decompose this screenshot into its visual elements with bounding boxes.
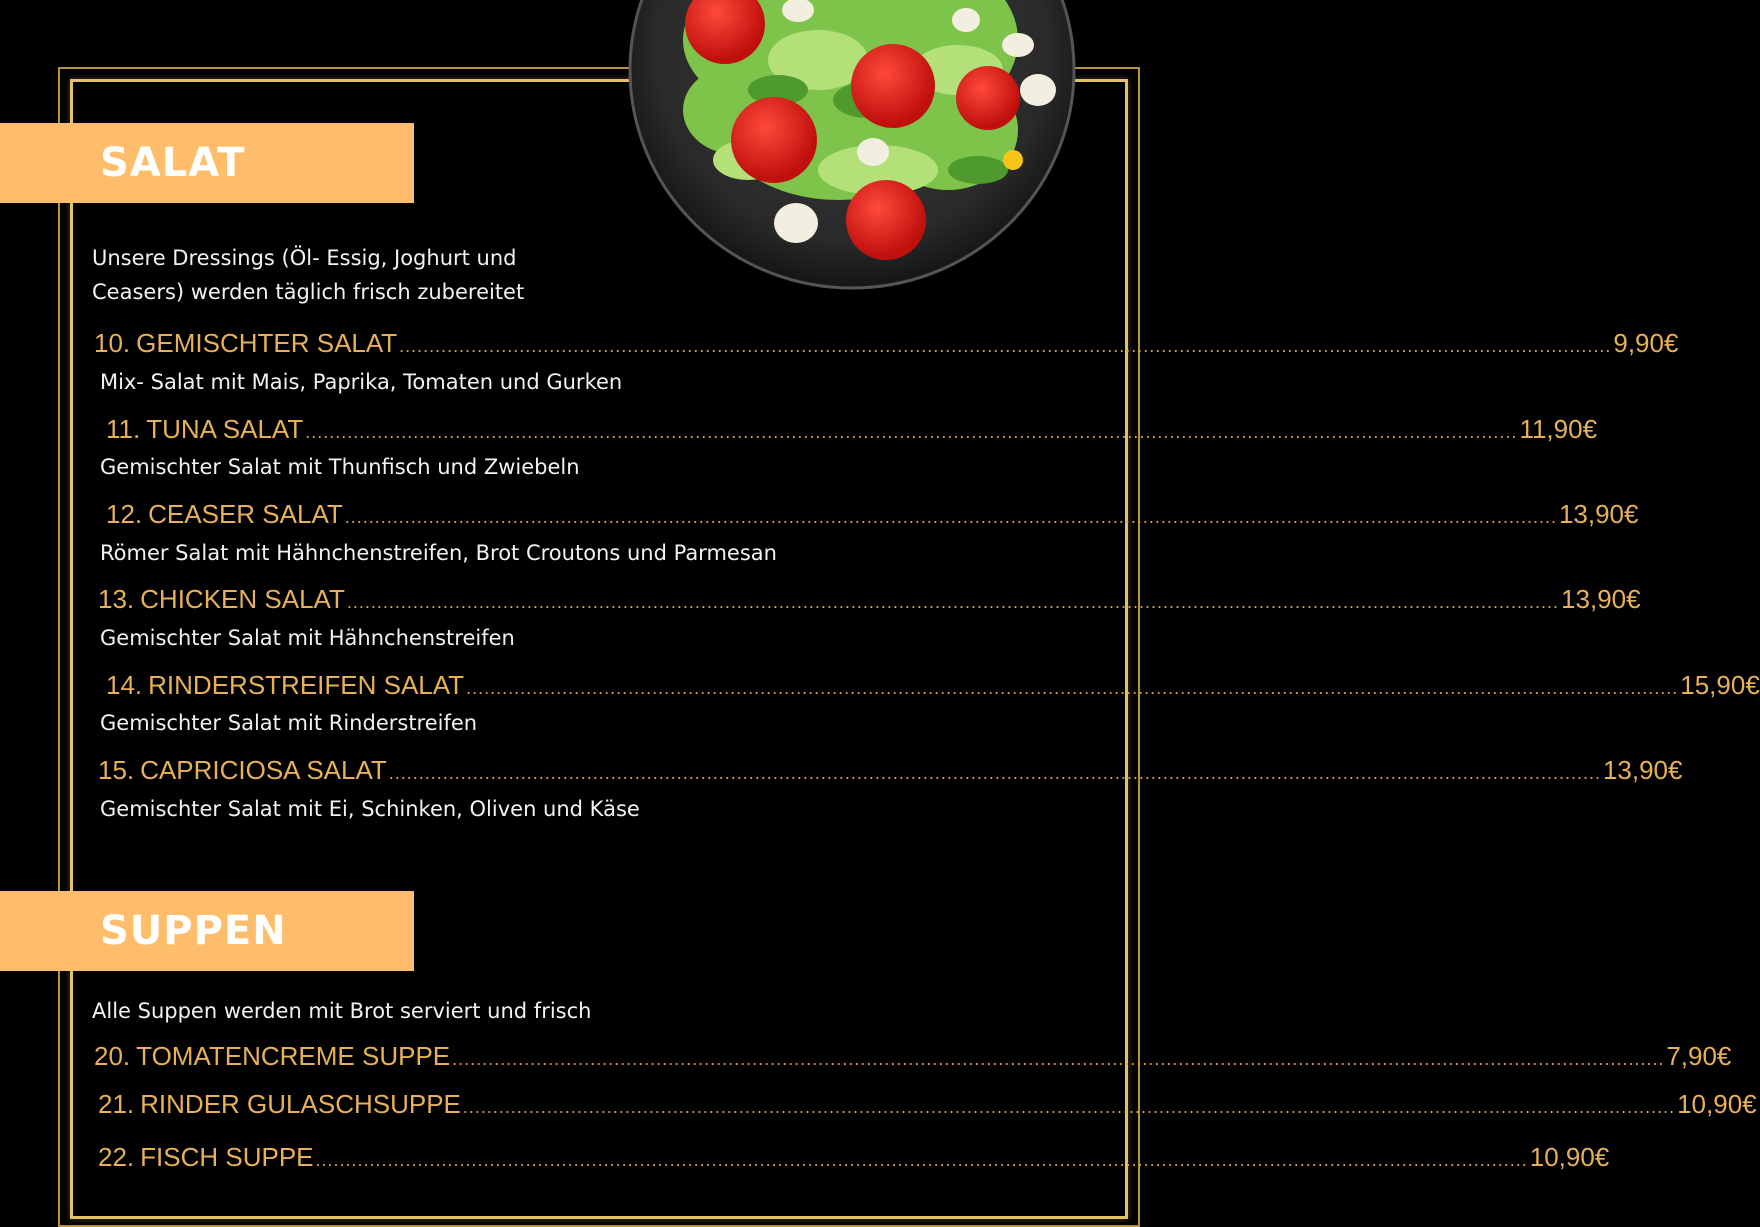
- item-price: 9,90€: [1613, 328, 1679, 358]
- item-name: CHICKEN SALAT: [140, 584, 345, 614]
- item-description: Mix- Salat mit Mais, Paprika, Tomaten und Gurken: [100, 370, 623, 394]
- menu-item: [98, 1142, 1610, 1173]
- item-price: 11,90€: [1519, 414, 1598, 444]
- menu-item: [98, 1089, 1757, 1120]
- menu-item: [94, 1041, 1732, 1072]
- item-name: TUNA SALAT: [146, 414, 304, 444]
- menu-item: [94, 328, 1679, 359]
- item-description: Gemischter Salat mit Hähnchenstreifen: [100, 626, 515, 650]
- item-number: 22.: [98, 1142, 135, 1172]
- item-number: 13.: [98, 584, 135, 614]
- item-price: 15,90€: [1680, 670, 1760, 700]
- item-number: 10.: [94, 328, 131, 358]
- dot-leader: ..........................................................................................................................................................................................................: [399, 336, 1612, 356]
- dot-leader: ..........................................................................................................................................................................................................: [346, 592, 1560, 612]
- menu-item: [98, 755, 1683, 786]
- suppen-note: Alle Suppen werden mit Brot serviert und frisch: [92, 999, 592, 1023]
- item-name: RINDERSTREIFEN SALAT: [148, 670, 465, 700]
- item-price: 7,90€: [1666, 1041, 1732, 1071]
- item-description: Gemischter Salat mit Thunfisch und Zwiebeln: [100, 455, 580, 479]
- menu-item: [106, 670, 1760, 701]
- item-price: 13,90€: [1602, 755, 1683, 785]
- item-number: 12.: [106, 499, 143, 529]
- item-description: Römer Salat mit Hähnchenstreifen, Brot Croutons und Parmesan: [100, 541, 777, 565]
- dot-leader: ..........................................................................................................................................................................................................: [315, 1150, 1528, 1170]
- item-number: 15.: [98, 755, 135, 785]
- suppen-heading-bar: [0, 891, 414, 971]
- salat-heading-bar: [0, 123, 414, 203]
- dot-leader: ..........................................................................................................................................................................................................: [466, 678, 1679, 698]
- dot-leader: ..........................................................................................................................................................................................................: [462, 1097, 1676, 1117]
- item-name: CAPRICIOSA SALAT: [140, 755, 387, 785]
- salad-plate-image: [628, 0, 1076, 290]
- salat-note: [92, 241, 524, 309]
- dot-leader: ..........................................................................................................................................................................................................: [305, 422, 1518, 442]
- dot-leader: ..........................................................................................................................................................................................................: [452, 1049, 1665, 1069]
- item-name: RINDER GULASCHSUPPE: [140, 1089, 461, 1119]
- item-number: 14.: [106, 670, 143, 700]
- item-name: FISCH SUPPE: [140, 1142, 314, 1172]
- item-name: CEASER SALAT: [148, 499, 343, 529]
- item-price: 10,90€: [1529, 1142, 1610, 1172]
- item-price: 10,90€: [1677, 1089, 1757, 1119]
- salat-note-line-1: Unsere Dressings (Öl- Essig, Joghurt und: [92, 246, 517, 270]
- item-price: 13,90€: [1561, 584, 1641, 614]
- suppen-heading: SUPPEN: [100, 908, 287, 954]
- dot-leader: ..........................................................................................................................................................................................................: [344, 507, 1557, 527]
- menu-item: [106, 499, 1639, 530]
- item-number: 11.: [106, 414, 141, 444]
- dot-leader: ..........................................................................................................................................................................................................: [388, 763, 1601, 783]
- salat-note-line-2: Ceasers) werden täglich frisch zubereitet: [92, 280, 525, 304]
- item-name: TOMATENCREME SUPPE: [136, 1041, 451, 1071]
- item-number: 20.: [94, 1041, 131, 1071]
- item-name: GEMISCHTER SALAT: [136, 328, 398, 358]
- menu-item: [98, 584, 1641, 615]
- item-description: Gemischter Salat mit Ei, Schinken, Oliven und Käse: [100, 797, 640, 821]
- item-number: 21.: [98, 1089, 135, 1119]
- item-description: Gemischter Salat mit Rinderstreifen: [100, 711, 478, 735]
- salat-heading: SALAT: [100, 140, 246, 186]
- menu-item: [106, 414, 1598, 445]
- item-price: 13,90€: [1558, 499, 1639, 529]
